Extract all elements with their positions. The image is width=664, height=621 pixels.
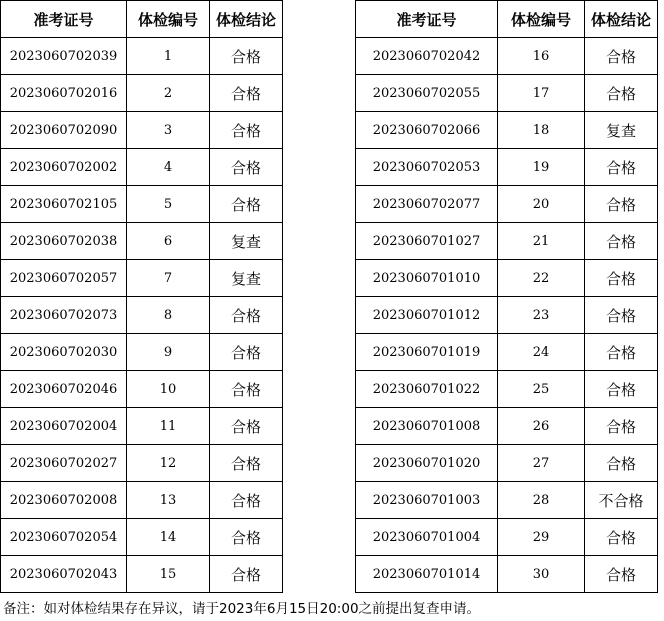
left-exam-id-cell: 2023060702004 — [1, 408, 127, 445]
table-row — [1, 223, 658, 260]
table-row — [1, 297, 658, 334]
right-checkup-number-cell: 25 — [498, 371, 585, 408]
right-result-cell: 合格 — [585, 260, 658, 297]
table-row — [1, 371, 658, 408]
left-exam-id-cell: 2023060702046 — [1, 371, 127, 408]
right-result-cell: 合格 — [585, 75, 658, 112]
column-gap — [283, 112, 356, 149]
right-checkup-number-cell: 28 — [498, 482, 585, 519]
table-row — [1, 149, 658, 186]
right-exam-id-cell: 2023060702055 — [356, 75, 498, 112]
table-row — [1, 38, 658, 75]
left-exam-id-cell: 2023060702038 — [1, 223, 127, 260]
right-checkup-number-cell: 24 — [498, 334, 585, 371]
column-gap — [283, 408, 356, 445]
right-checkup-number-cell: 26 — [498, 408, 585, 445]
left-result-cell: 合格 — [210, 482, 283, 519]
header-checkup-number-right: 体检编号 — [498, 1, 585, 38]
left-exam-id-cell: 2023060702073 — [1, 297, 127, 334]
right-checkup-number-cell: 21 — [498, 223, 585, 260]
header-row — [1, 1, 658, 38]
right-checkup-number-cell: 29 — [498, 519, 585, 556]
right-checkup-number-cell: 27 — [498, 445, 585, 482]
left-exam-id-cell: 2023060702090 — [1, 112, 127, 149]
column-gap — [283, 38, 356, 75]
right-checkup-number-cell: 22 — [498, 260, 585, 297]
left-checkup-number-cell: 6 — [127, 223, 210, 260]
right-checkup-number-cell: 19 — [498, 149, 585, 186]
right-exam-id-cell: 2023060701012 — [356, 297, 498, 334]
header-exam-id-left: 准考证号 — [1, 1, 127, 38]
table-row — [1, 112, 658, 149]
left-result-cell: 合格 — [210, 75, 283, 112]
right-result-cell: 合格 — [585, 297, 658, 334]
right-checkup-number-cell: 20 — [498, 186, 585, 223]
left-result-cell: 合格 — [210, 297, 283, 334]
left-result-cell: 合格 — [210, 519, 283, 556]
column-gap — [283, 371, 356, 408]
column-gap — [283, 334, 356, 371]
left-checkup-number-cell: 5 — [127, 186, 210, 223]
left-exam-id-cell: 2023060702002 — [1, 149, 127, 186]
right-checkup-number-cell: 16 — [498, 38, 585, 75]
right-checkup-number-cell: 23 — [498, 297, 585, 334]
right-result-cell: 不合格 — [585, 482, 658, 519]
right-exam-id-cell: 2023060701020 — [356, 445, 498, 482]
left-checkup-number-cell: 4 — [127, 149, 210, 186]
right-result-cell: 复查 — [585, 112, 658, 149]
column-gap — [283, 445, 356, 482]
right-checkup-number-cell: 17 — [498, 75, 585, 112]
left-result-cell: 复查 — [210, 223, 283, 260]
left-checkup-number-cell: 15 — [127, 556, 210, 593]
right-exam-id-cell: 2023060701019 — [356, 334, 498, 371]
right-checkup-number-cell: 30 — [498, 556, 585, 593]
right-result-cell: 合格 — [585, 556, 658, 593]
footnote: 备注：如对体检结果存在异议，请于2023年6月15日20:00之前提出复查申请。 — [3, 601, 481, 617]
right-exam-id-cell: 2023060701027 — [356, 223, 498, 260]
left-checkup-number-cell: 12 — [127, 445, 210, 482]
column-gap — [283, 260, 356, 297]
column-gap — [283, 297, 356, 334]
table-row — [1, 482, 658, 519]
left-exam-id-cell: 2023060702039 — [1, 38, 127, 75]
left-result-cell: 合格 — [210, 408, 283, 445]
left-result-cell: 合格 — [210, 371, 283, 408]
left-result-cell: 合格 — [210, 186, 283, 223]
column-gap — [283, 519, 356, 556]
right-result-cell: 合格 — [585, 519, 658, 556]
left-exam-id-cell: 2023060702057 — [1, 260, 127, 297]
left-checkup-number-cell: 3 — [127, 112, 210, 149]
left-result-cell: 合格 — [210, 556, 283, 593]
table-row — [1, 186, 658, 223]
right-result-cell: 合格 — [585, 445, 658, 482]
column-gap — [283, 223, 356, 260]
right-exam-id-cell: 2023060701003 — [356, 482, 498, 519]
left-result-cell: 复查 — [210, 260, 283, 297]
left-checkup-number-cell: 7 — [127, 260, 210, 297]
header-checkup-number-left: 体检编号 — [127, 1, 210, 38]
left-checkup-number-cell: 11 — [127, 408, 210, 445]
right-result-cell: 合格 — [585, 408, 658, 445]
left-checkup-number-cell: 10 — [127, 371, 210, 408]
column-gap — [283, 75, 356, 112]
right-result-cell: 合格 — [585, 38, 658, 75]
left-exam-id-cell: 2023060702105 — [1, 186, 127, 223]
left-result-cell: 合格 — [210, 334, 283, 371]
right-result-cell: 合格 — [585, 149, 658, 186]
table-row — [1, 334, 658, 371]
right-result-cell: 合格 — [585, 186, 658, 223]
table-row — [1, 75, 658, 112]
left-exam-id-cell: 2023060702043 — [1, 556, 127, 593]
left-result-cell: 合格 — [210, 38, 283, 75]
header-checkup-result-right: 体检结论 — [585, 1, 658, 38]
right-exam-id-cell: 2023060701004 — [356, 519, 498, 556]
left-checkup-number-cell: 13 — [127, 482, 210, 519]
table-row — [1, 556, 658, 593]
left-exam-id-cell: 2023060702008 — [1, 482, 127, 519]
table-row — [1, 445, 658, 482]
left-checkup-number-cell: 1 — [127, 38, 210, 75]
right-result-cell: 合格 — [585, 334, 658, 371]
table-row — [1, 519, 658, 556]
left-exam-id-cell: 2023060702016 — [1, 75, 127, 112]
left-checkup-number-cell: 2 — [127, 75, 210, 112]
left-checkup-number-cell: 9 — [127, 334, 210, 371]
right-exam-id-cell: 2023060702042 — [356, 38, 498, 75]
column-gap — [283, 186, 356, 223]
table-row — [1, 260, 658, 297]
right-exam-id-cell: 2023060702066 — [356, 112, 498, 149]
right-result-cell: 合格 — [585, 371, 658, 408]
table-body — [1, 1, 658, 593]
table-row — [1, 408, 658, 445]
right-exam-id-cell: 2023060701022 — [356, 371, 498, 408]
right-exam-id-cell: 2023060701010 — [356, 260, 498, 297]
header-checkup-result-left: 体检结论 — [210, 1, 283, 38]
left-checkup-number-cell: 14 — [127, 519, 210, 556]
header-exam-id-right: 准考证号 — [356, 1, 498, 38]
left-checkup-number-cell: 8 — [127, 297, 210, 334]
left-result-cell: 合格 — [210, 112, 283, 149]
left-exam-id-cell: 2023060702027 — [1, 445, 127, 482]
column-gap — [283, 482, 356, 519]
right-exam-id-cell: 2023060702077 — [356, 186, 498, 223]
right-checkup-number-cell: 18 — [498, 112, 585, 149]
left-result-cell: 合格 — [210, 149, 283, 186]
left-result-cell: 合格 — [210, 445, 283, 482]
right-exam-id-cell: 2023060702053 — [356, 149, 498, 186]
right-result-cell: 合格 — [585, 223, 658, 260]
column-gap — [283, 556, 356, 593]
left-exam-id-cell: 2023060702054 — [1, 519, 127, 556]
right-exam-id-cell: 2023060701014 — [356, 556, 498, 593]
column-gap — [283, 1, 356, 38]
column-gap — [283, 149, 356, 186]
right-exam-id-cell: 2023060701008 — [356, 408, 498, 445]
left-exam-id-cell: 2023060702030 — [1, 334, 127, 371]
